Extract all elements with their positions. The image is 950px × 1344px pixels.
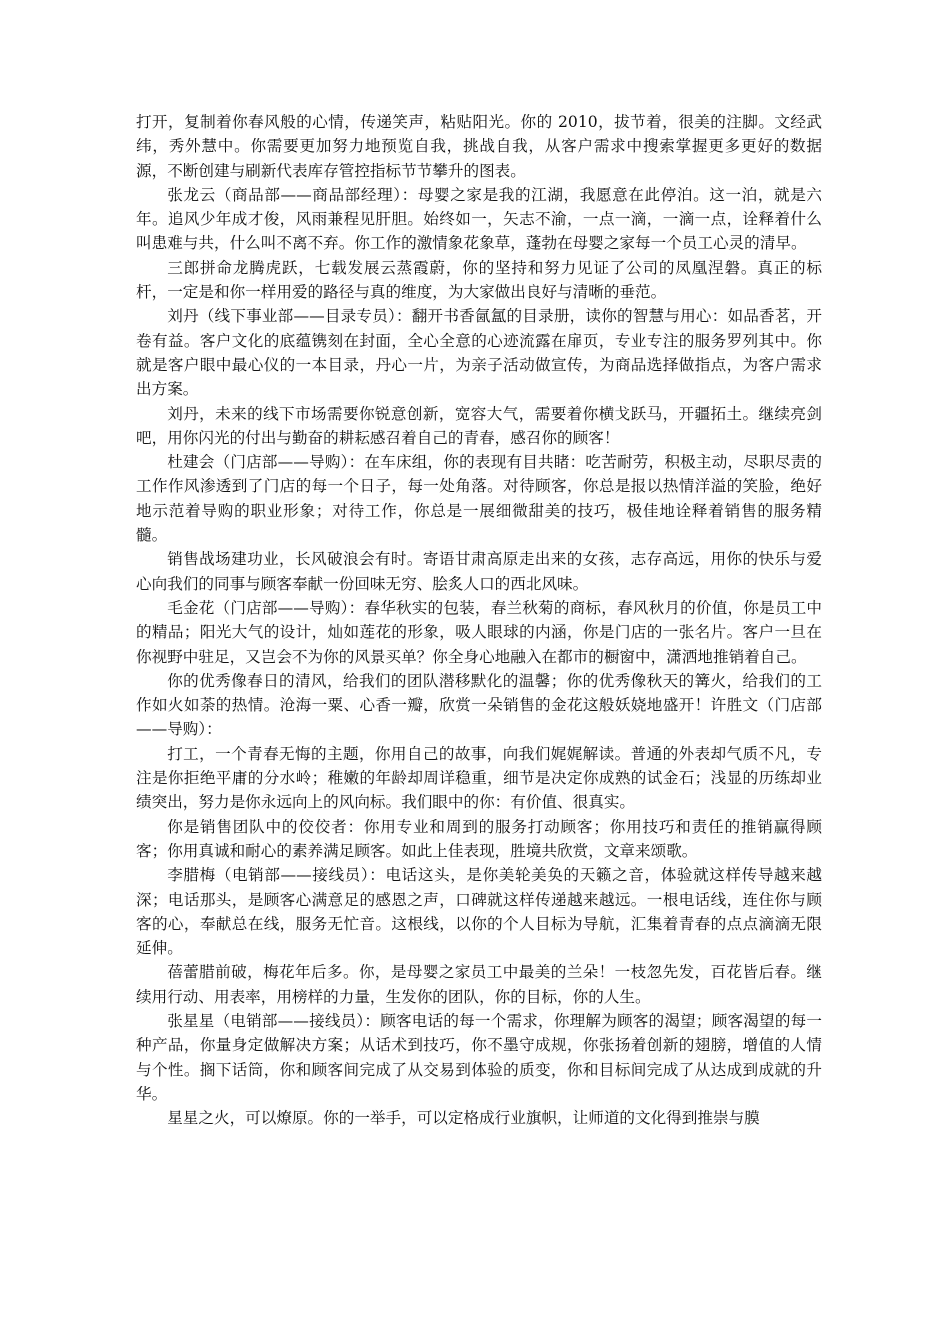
paragraph: 毛金花（门店部——导购）：春华秋实的包装，春兰秋菊的商标，春风秋月的价值，你是员工中的精品；阳光大气的设计，灿如莲花的形象，吸人眼球的内涵，你是门店的一张名片。客户一旦在你视野中驻足，又岂会不为你的风景买单？你全身心地融入在都市的橱窗中，潇洒地推销着自己。 bbox=[136, 598, 822, 666]
paragraph: 杜建会（门店部——导购）：在车床组，你的表现有目共睹：吃苦耐劳，积极主动，尽职尽责的工作作风渗透到了门店的每一个日子，每一处角落。对待顾客，你总是报以热情洋溢的笑脸，绝好地示范着导购的职业形象；对待工作，你总是一展细微甜美的技巧，极佳地诠释着销售的服务精髓。 bbox=[136, 453, 822, 545]
paragraph: 销售战场建功业，长风破浪会有时。寄语甘肃高原走出来的女孩，志存高远，用你的快乐与爱心向我们的同事与顾客奉献一份回味无穷、脍炙人口的西北风味。 bbox=[136, 550, 822, 593]
paragraph: 三郎拼命龙腾虎跃，七载发展云蒸霞蔚，你的坚持和努力见证了公司的凤凰涅磐。真正的标杆，一定是和你一样用爱的路径与真的维度，为大家做出良好与清晰的垂范。 bbox=[136, 258, 822, 302]
document-body bbox=[136, 110, 822, 1130]
paragraph: 刘丹，未来的线下市场需要你锐意创新，宽容大气，需要着你横戈跃马，开疆拓土。继续亮剑吧，用你闪光的付出与勤奋的耕耘感召着自己的青春，感召你的顾客！ bbox=[136, 404, 822, 447]
paragraph: 星星之火，可以燎原。你的一举手，可以定格成行业旗帜，让师道的文化得到推崇与膜 bbox=[167, 1109, 760, 1128]
paragraph: 你的优秀像春日的清风，给我们的团队潜移默化的温馨；你的优秀像秋天的篝火，给我们的工作如火如荼的热情。沧海一粟、心香一瓣，欣赏一朵销售的金花这般妖娆地盛开！许胜文（门店部——导购）： bbox=[136, 671, 822, 739]
paragraph: 张龙云（商品部——商品部经理）：母婴之家是我的江湖，我愿意在此停泊。这一泊，就是六年。追风少年成才俊，风雨兼程见肝胆。始终如一，矢志不渝，一点一滴，一滴一点，诠释着什么叫患难与共，什么叫不离不弃。你工作的激情象花象草，蓬勃在母婴之家每一个员工心灵的清早。 bbox=[136, 185, 822, 253]
paragraph: 你是销售团队中的佼佼者：你用专业和周到的服务打动顾客；你用技巧和责任的推销赢得顾客；你用真诚和耐心的素养满足顾客。如此上佳表现，胜境共欣赏，文章来颂歌。 bbox=[136, 817, 822, 860]
paragraph: 打开，复制着你春风般的心情，传递笑声，粘贴阳光。你的 2010，拔节着，很美的注脚。文经武纬，秀外慧中。你需要更加努力地预览自我，挑战自我，从客户需求中搜索掌握更多更好的数据源，不断创建与刷新代表库存管控指标节节攀升的图表。 bbox=[136, 113, 822, 180]
paragraph: 打工，一个青春无悔的主题，你用自己的故事，向我们娓娓解读。普通的外表却气质不凡，专注是你拒绝平庸的分水岭；稚嫩的年龄却周详稳重，细节是决定你成熟的试金石；浅显的历练却业绩突出，努力是你永远向上的风向标。我们眼中的你：有价值、很真实。 bbox=[136, 744, 822, 812]
paragraph: 张星星（电销部——接线员）：顾客电话的每一个需求，你理解为顾客的渴望；顾客渴望的每一种产品，你量身定做解决方案；从话术到技巧，你不墨守成规，你张扬着创新的翅膀，增值的人情与个性。搁下话筒，你和顾客间完成了从交易到体验的质变，你和目标间完成了从达成到成就的升华。 bbox=[136, 1011, 822, 1103]
paragraph: 刘丹（线下事业部——目录专员）：翻开书香氤氲的目录册，读你的智慧与用心：如品香茗，开卷有益。客户文化的底蕴镌刻在封面，全心全意的心迹流露在扉页，专业专注的服务罗列其中。你就是客户眼中最心仪的一本目录，丹心一片，为亲子活动做宣传，为商品选择做指点，为客户需求出方案。 bbox=[136, 307, 822, 399]
paragraph: 蓓蕾腊前破，梅花年后多。你，是母婴之家员工中最美的兰朵！一枝忽先发，百花皆后春。继续用行动、用表率，用榜样的力量，生发你的团队，你的目标，你的人生。 bbox=[136, 963, 822, 1006]
paragraph: 李腊梅（电销部——接线员）：电话这头，是你美轮美奂的天籁之音，体验就这样传导越来越深；电话那头，是顾客心满意足的感恩之声，口碑就这样传递越来越远。一根电话线，连住你与顾客的心，奉献总在线，服务无忙音。这根线，以你的个人目标为导航，汇集着青春的点点滴滴无限延伸。 bbox=[136, 866, 822, 958]
